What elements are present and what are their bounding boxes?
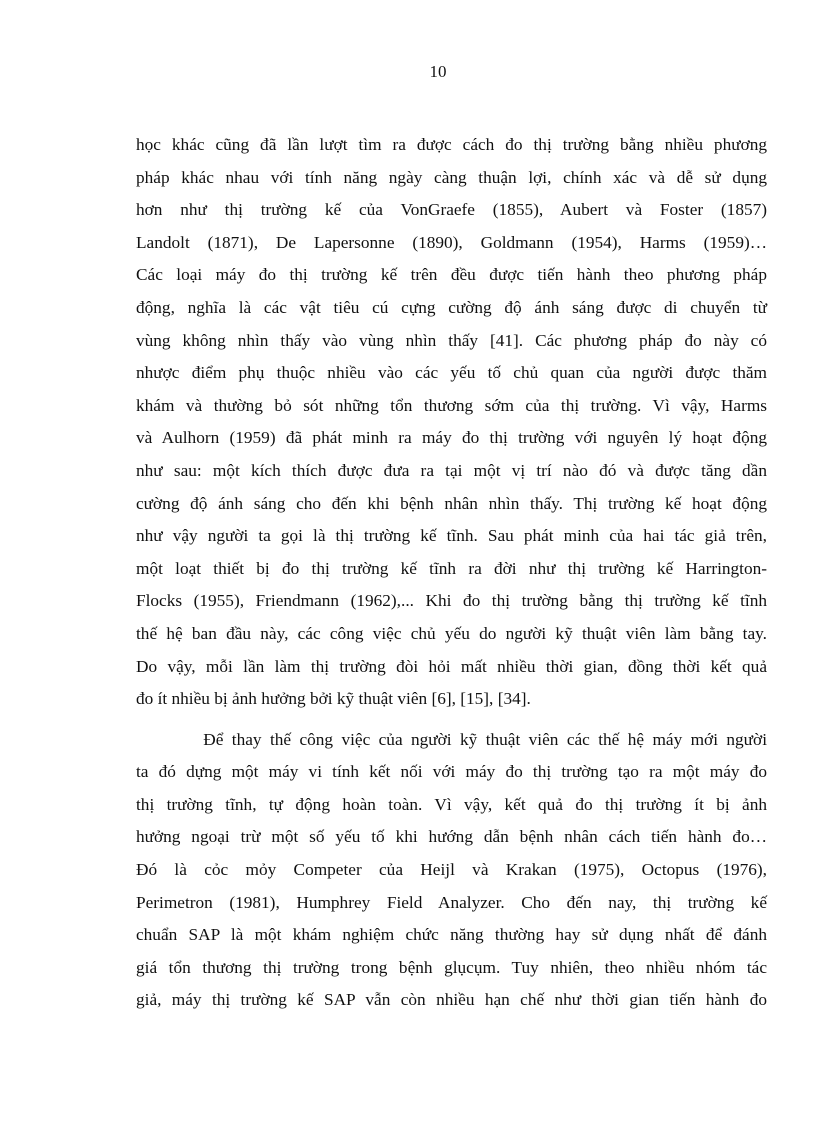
- text-line: một loạt thiết bị đo thị trường kế tĩnh ra đời như thị trường kế Harrington-: [136, 558, 767, 578]
- text-line: học khác cũng đã lần lượt tìm ra được cách đo thị trường bằng nhiều phương: [136, 135, 767, 154]
- text-line: Perimetron (1981), Humphrey Field Analyzer. Cho đến nay, thị trường kế: [136, 892, 767, 912]
- text-line: cường độ ánh sáng cho đến khi bệnh nhân nhìn thấy. Thị trường kế hoạt động: [136, 493, 767, 513]
- text-line: vùng không nhìn thấy vào vùng nhìn thấy [41]. Các phương pháp đo này có: [136, 330, 767, 350]
- text-line: đo ít nhiều bị ảnh hưởng bởi kỹ thuật viên [6], [15], [34].: [136, 689, 531, 709]
- text-line: nhược điểm phụ thuộc nhiều vào các yếu tố chủ quan của người được thăm: [136, 363, 767, 383]
- text-line: như sau: một kích thích được đưa ra tại một vị trí nào đó và được tăng dần: [136, 460, 767, 480]
- text-line: chuẩn SAP là một khám nghiệm chức năng thường hay sử dụng nhất để đánh: [136, 925, 767, 945]
- page-number: 10: [429, 62, 447, 81]
- text-line: thị trường tĩnh, tự động hoàn toàn. Vì vậy, kết quả đo thị trường ít bị ảnh: [136, 794, 767, 814]
- text-line: và Aulhorn (1959) đã phát minh ra máy đo thị trường với nguyên lý hoạt động: [136, 428, 767, 448]
- text-line: pháp khác nhau với tính năng ngày càng thuận lợi, chính xác và dễ sử dụng: [136, 167, 767, 187]
- body-text: [136, 129, 767, 1017]
- text-line: ta đó dựng một máy vi tính kết nối với máy đo thị trường tạo ra một máy đo: [136, 762, 767, 782]
- text-line: Do vậy, mỗi lần làm thị trường đòi hỏi mất nhiều thời gian, đồng thời kết quả: [136, 656, 767, 676]
- text-line: khám và thường bỏ sót những tổn thương sớm của thị trường. Vì vậy, Harms: [136, 395, 767, 415]
- paragraph-gap: [136, 716, 767, 724]
- text-line: Đó là cỏc mỏy Competer của Heijl và Krakan (1975), Octopus (1976),: [136, 860, 767, 880]
- text-line: hưởng ngoại trừ một số yếu tố khi hướng dẫn bệnh nhân cách tiến hành đo…: [136, 827, 767, 847]
- text-line: thế hệ ban đầu này, các công việc chủ yếu do người kỹ thuật viên làm bằng tay.: [136, 623, 767, 643]
- text-line: Để thay thế công việc của người kỹ thuật viên các thế hệ máy mới người: [136, 729, 767, 749]
- paragraph-2: [136, 724, 767, 1017]
- text-line: giả, máy thị trường kế SAP vẫn còn nhiều hạn chế như thời gian tiến hành đo: [136, 990, 767, 1010]
- paragraph-1: [136, 129, 767, 716]
- text-line: hơn như thị trường kế của VonGraefe (1855), Aubert và Foster (1857): [136, 200, 767, 220]
- text-line: Các loại máy đo thị trường kế trên đều được tiến hành theo phương pháp: [136, 265, 767, 285]
- text-line: Landolt (1871), De Lapersonne (1890), Goldmann (1954), Harms (1959)…: [136, 232, 767, 252]
- text-line: như vậy người ta gọi là thị trường kế tĩnh. Sau phát minh của hai tác giả trên,: [136, 526, 767, 546]
- text-line: Flocks (1955), Friendmann (1962),... Khi đo thị trường bằng thị trường kế tĩnh: [136, 591, 767, 611]
- text-line: giá tổn thương thị trường trong bệnh glụcụm. Tuy nhiên, theo nhiều nhóm tác: [136, 957, 767, 977]
- text-line: động, nghĩa là các vật tiêu cú cựng cường độ ánh sáng được di chuyển từ: [136, 297, 767, 317]
